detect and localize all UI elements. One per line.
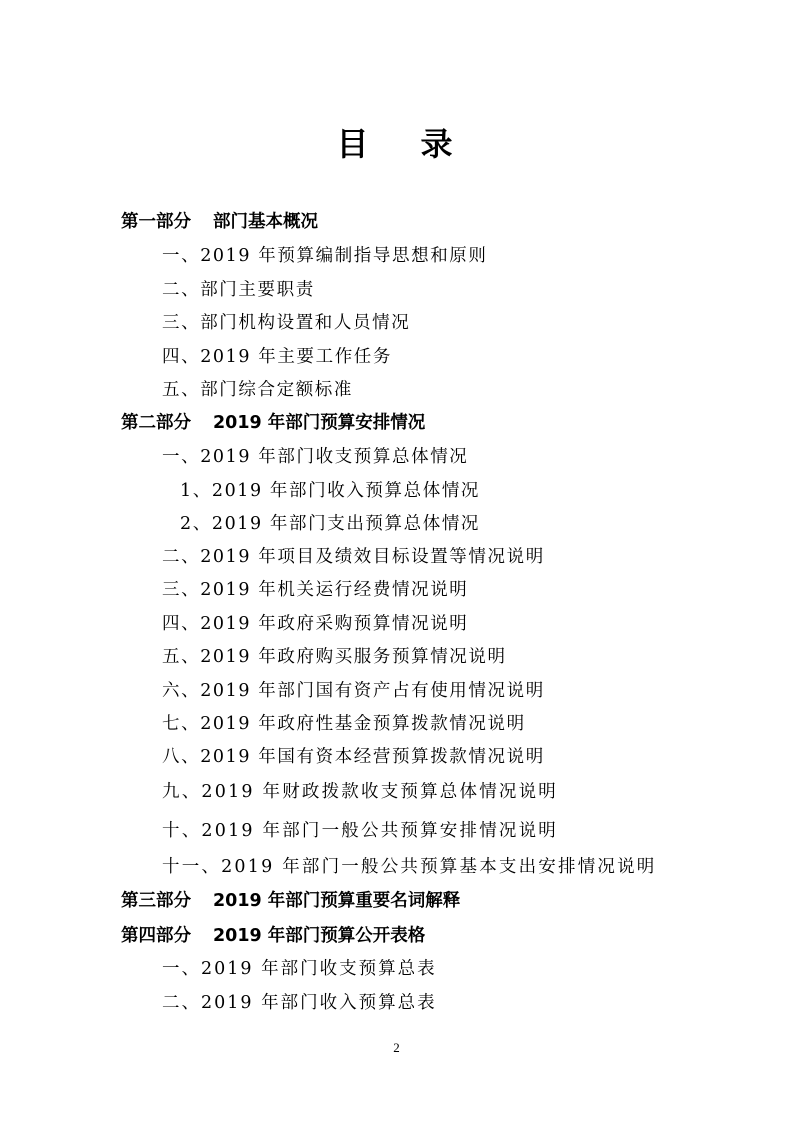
toc-item[interactable]: 十、2019 年部门一般公共预算安排情况说明 (162, 821, 558, 841)
toc-item[interactable]: 四、2019 年政府采购预算情况说明 (162, 614, 469, 634)
part-label: 第三部分 (121, 891, 191, 911)
toc-subitem[interactable]: 1、2019 年部门收入预算总体情况 (180, 481, 481, 501)
page-number: 2 (393, 1040, 400, 1055)
toc-part-1[interactable] (121, 209, 318, 235)
part-title: 2019 年部门预算重要名词解释 (213, 891, 461, 911)
toc-item[interactable]: 二、部门主要职责 (162, 280, 315, 300)
toc-subitem[interactable]: 2、2019 年部门支出预算总体情况 (180, 514, 481, 534)
title-char-2: 录 (420, 125, 457, 163)
part-label: 第二部分 (121, 413, 191, 433)
toc-item[interactable]: 九、2019 年财政拨款收支预算总体情况说明 (162, 782, 558, 802)
toc-item[interactable]: 三、部门机构设置和人员情况 (162, 313, 411, 333)
toc-item[interactable]: 二、2019 年项目及绩效目标设置等情况说明 (162, 547, 545, 567)
part-label: 第一部分 (121, 212, 191, 232)
toc-item[interactable]: 十一、2019 年部门一般公共预算基本支出安排情况说明 (162, 857, 657, 877)
toc-item[interactable]: 七、2019 年政府性基金预算拨款情况说明 (162, 714, 526, 734)
part-label: 第四部分 (121, 926, 191, 946)
toc-item[interactable]: 五、部门综合定额标准 (162, 380, 353, 400)
toc-item[interactable]: 三、2019 年机关运行经费情况说明 (162, 580, 469, 600)
part-title: 部门基本概况 (213, 212, 318, 232)
toc-part-3[interactable] (121, 888, 460, 914)
page-title (0, 124, 793, 164)
toc-item[interactable]: 一、2019 年部门收支预算总表 (162, 959, 437, 979)
part-title: 2019 年部门预算安排情况 (213, 413, 426, 433)
title-char-1: 目 (336, 125, 373, 163)
toc-item[interactable]: 二、2019 年部门收入预算总表 (162, 993, 437, 1013)
toc-item[interactable]: 一、2019 年部门收支预算总体情况 (162, 447, 469, 467)
toc-part-4[interactable] (121, 923, 425, 949)
toc-item[interactable]: 四、2019 年主要工作任务 (162, 347, 392, 367)
toc-item[interactable]: 一、2019 年预算编制指导思想和原则 (162, 246, 488, 266)
part-title: 2019 年部门预算公开表格 (213, 926, 426, 946)
toc-part-2[interactable] (121, 410, 425, 436)
toc-item[interactable]: 八、2019 年国有资本经营预算拨款情况说明 (162, 747, 545, 767)
toc-item[interactable]: 五、2019 年政府购买服务预算情况说明 (162, 647, 507, 667)
toc-item[interactable]: 六、2019 年部门国有资产占有使用情况说明 (162, 681, 545, 701)
